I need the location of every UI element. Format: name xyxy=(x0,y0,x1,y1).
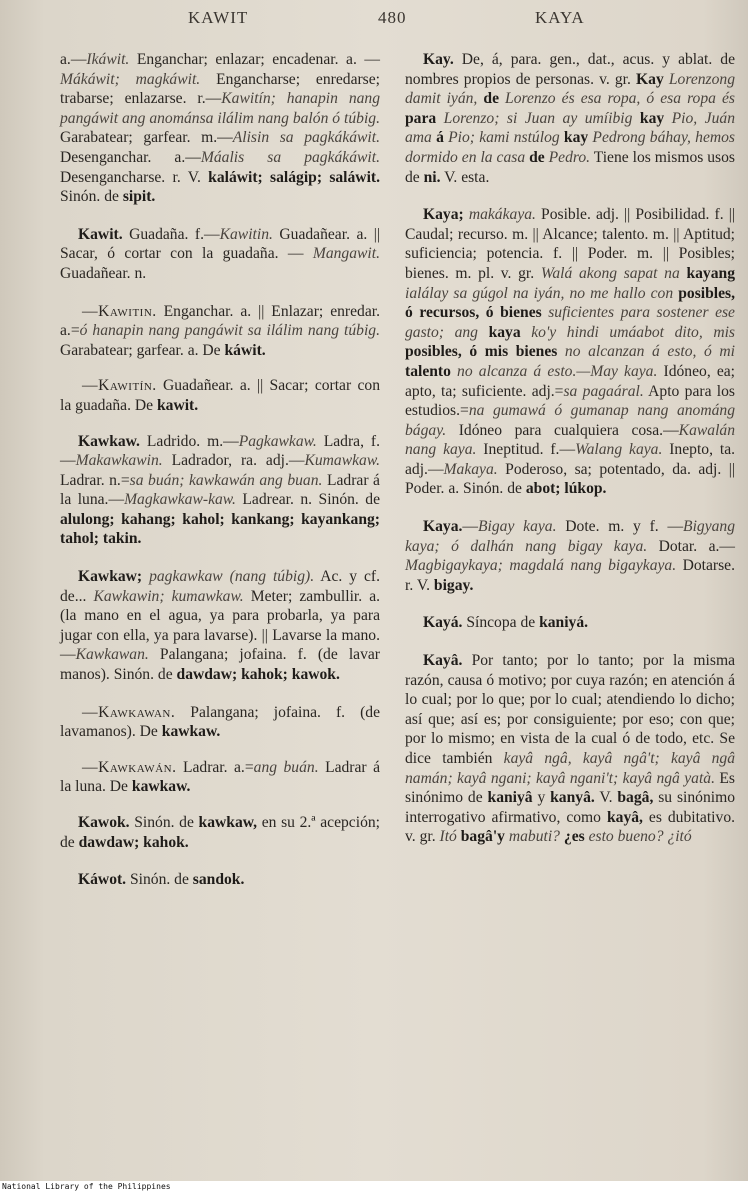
definition-text: Ladrar. a.= xyxy=(176,758,254,776)
headword-text: Kawkaw. xyxy=(78,432,140,450)
headword-text: dawdaw; kahok. xyxy=(78,833,189,851)
definition-text: Palangana; jofaina. f. (de lavar manos). Sinón. de xyxy=(60,646,380,684)
headword-text: kawkaw. xyxy=(131,778,191,796)
definition-text: Sinón. de xyxy=(126,871,193,889)
headword-text: bigay. xyxy=(433,576,474,594)
headword-text: káwit. xyxy=(224,341,266,359)
example-text: suficientes para sostener ese gasto; ang xyxy=(405,304,735,341)
definition-text: Apto para los estudios.= xyxy=(405,382,735,420)
dictionary-entry xyxy=(405,50,735,187)
example-text: Pagkawkaw. xyxy=(238,432,317,450)
definition-text: De, á, para. gen., dat., acus. y ablat. de nombres propios de personas. v. gr. xyxy=(405,51,735,88)
headword-text: sandok. xyxy=(192,871,245,889)
example-text: Itó xyxy=(439,828,457,846)
headword-text: abot; lúkop. xyxy=(525,480,607,498)
page-number: 480 xyxy=(378,8,407,27)
headword-text: Kay xyxy=(636,70,664,88)
headword-text: Káwot. xyxy=(78,871,127,889)
headword-text: kaláwit; salágip; saláwit. xyxy=(208,168,380,186)
definition-text: Dotarse. r. V. xyxy=(405,557,736,594)
definition-text: Ladrear. n. Sinón. de xyxy=(235,491,380,509)
headword-text: posibles, ó mis bienes xyxy=(405,343,558,361)
definition-text: Posible. adj. || Posibilidad. f. || Caudal; recurso. m. || Alcance; talento. m. || Aptitud; suficiencia; potencia. f. || Poder. m. || Posibles; bienes. m. pl. v. gr. xyxy=(405,206,735,282)
dictionary-entry xyxy=(60,432,380,550)
dictionary-entry xyxy=(60,567,380,685)
example-text: Pio; kami nstúlog xyxy=(448,129,560,147)
example-text: Kawitín; hanapin nang pangáwit ang anománsa ilálim nang balón ó túbig. xyxy=(60,90,381,127)
example-text: no alcanzan á esto, ó mi xyxy=(564,343,735,361)
headword-text: kay xyxy=(563,129,589,147)
dictionary-entry xyxy=(60,813,380,852)
sub-entry xyxy=(60,376,380,415)
headword-text: de xyxy=(483,90,499,108)
example-text: Pedro. xyxy=(548,148,591,166)
header-guide-word-right: KAYA xyxy=(535,8,585,27)
definition-text: — xyxy=(462,518,479,536)
definition-text: Tiene los mismos usos de xyxy=(405,148,735,186)
headword-text: Kaya; xyxy=(423,206,464,224)
definition-text: Palangana; jofaina. f. (de lavamanos). De xyxy=(60,703,380,741)
example-text: Lorenzong damit iyán, xyxy=(405,70,735,108)
example-text: Kawitin. xyxy=(219,225,273,243)
example-text: Magbigaykaya; magdalá nang bigaykaya. xyxy=(405,557,677,575)
definition-text: Ladrar. n.= xyxy=(60,471,130,489)
example-text: ó hanapin nang pangáwit sa ilálim nang túbig. xyxy=(79,322,380,340)
example-text: Magkawkaw-kaw. xyxy=(124,491,236,509)
dictionary-entry xyxy=(405,613,735,633)
definition-text: Garabatear; garfear. a. De xyxy=(60,341,225,359)
sub-entry xyxy=(60,302,380,361)
definition-text: Por tanto; por lo tanto; por la misma razón, causa ó motivo; por cuya razón; en atención á lo cual; por lo que; por lo cual; atendiendo lo dicho; así que; así es; por consiguiente; por eso; con que; por lo mismo; en vista de la cual ó de todo, etc. Se dice también xyxy=(405,652,735,767)
headword-text: kayang xyxy=(686,264,735,282)
headword-text: Kawok. xyxy=(78,814,130,831)
definition-text: su sinónimo interrogativo afirmativo, como xyxy=(405,789,735,826)
example-text: Walá akong sapat na xyxy=(540,264,680,282)
example-text: ialálay sa gúgol na iyán, no me hallo con xyxy=(405,284,674,302)
example-text: sa pagaáral. xyxy=(563,382,644,400)
definition-text: —Kawkawan. xyxy=(82,703,176,721)
headword-text: kanyâ. xyxy=(550,789,595,807)
dictionary-entry xyxy=(405,205,735,499)
definition-text: —Kawitin. xyxy=(82,302,157,320)
headword-text: Kayâ. xyxy=(423,652,463,670)
dictionary-entry xyxy=(60,225,380,284)
definition-text: Dotar. a.— xyxy=(647,537,735,555)
definition-text: V. xyxy=(594,789,618,807)
headword-text: á xyxy=(436,129,444,147)
example-text: ko'y hindi umáabot dito, mis xyxy=(531,323,735,341)
definition-text: Guadañear. a. || Sacar; cortar con la guadaña. De xyxy=(60,377,380,414)
definition-text: en su 2.ª acepción; de xyxy=(60,814,380,851)
definition-text: Ac. y cf. de... xyxy=(60,568,380,605)
definition-text: y xyxy=(532,789,551,807)
definition-text: Poderoso, sa; potentado, da. adj. || Poder. a. Sinón. de xyxy=(405,460,735,498)
headword-text: kaya xyxy=(488,323,521,341)
definition-text: Síncopa de xyxy=(462,614,540,632)
headword-text: ni. xyxy=(423,168,441,186)
definition-text: a.— xyxy=(60,51,87,68)
definition-text xyxy=(436,110,443,127)
headword-text: kay xyxy=(639,109,665,127)
definition-text: Engancharse; enredarse; trabarse; enlazarse. r.— xyxy=(60,70,380,108)
definition-text: Idóneo, ea; apto, ta; suficiente. adj.= xyxy=(405,362,736,400)
example-text: kayâ ngâ, kayâ ngâ't; kayâ ngâ namán; kayâ ngani; kayâ ngani't; kayâ ngâ yatà. xyxy=(405,750,736,787)
definition-text: Guadañear. n. xyxy=(60,264,147,282)
example-text: Walang kaya. xyxy=(575,441,663,459)
headword-text: kawit. xyxy=(156,396,199,414)
definition-text: Sinón. de xyxy=(60,188,123,206)
definition-text: Ladra, f.— xyxy=(60,432,380,470)
definition-text: Guadañear. a. || Sacar, ó cortar con la guadaña. — xyxy=(60,225,381,263)
definition-text: —Kawitín. xyxy=(82,377,157,395)
left-column xyxy=(60,50,380,908)
headword-text: Kawit. xyxy=(78,225,123,243)
headword-text: alulong; kahang; kahol; kankang; kayankang; tahol; takin. xyxy=(60,510,380,548)
definition-text xyxy=(664,110,671,127)
definition-text: Meter; zambullir. a. (la mano en el agua, ya para probarla, ya para jugar con ella, ya para lavarse). || Lavarse la mano.— xyxy=(60,587,381,664)
sub-entry xyxy=(60,703,380,742)
definition-text xyxy=(632,110,639,127)
definition-text: Enganchar. a. || Enlazar; enredar. a.= xyxy=(60,302,380,340)
example-text: Makawkawin. xyxy=(75,452,163,470)
definition-text: Ladrido. m.— xyxy=(139,432,239,450)
example-text: esto bueno? ¿itó xyxy=(588,828,692,846)
headword-text: para xyxy=(405,109,437,127)
example-text: sa buán; kawkawán ang buan. xyxy=(129,471,323,489)
definition-text: Ladrador, ra. adj.— xyxy=(162,452,305,470)
headword-text: kaniyâ xyxy=(487,789,533,807)
example-text: pagkawkaw (nang túbig). xyxy=(149,568,315,586)
definition-text: es dubitativo. v. gr. xyxy=(405,808,736,846)
dictionary-entry xyxy=(405,651,735,847)
right-column xyxy=(405,50,735,865)
definition-text: Idóneo para cualquiera cosa.— xyxy=(446,421,679,439)
dictionary-entry xyxy=(405,517,735,595)
example-text: Kumawkaw. xyxy=(304,452,380,470)
headword-text: kawkaw, xyxy=(198,814,258,831)
headword-text: kayâ, xyxy=(606,808,643,826)
definition-text: Dote. m. y f. — xyxy=(556,518,684,536)
example-text: Lorenzo és esa ropa, ó esa ropa és xyxy=(505,90,735,108)
definition-text: —Kawkawán. xyxy=(82,758,177,776)
example-text: Mangawit. xyxy=(312,245,380,263)
definition-text xyxy=(557,343,565,360)
footer-credit: National Library of the Philippines xyxy=(0,1181,748,1193)
example-text: mabuti? xyxy=(508,828,560,846)
definition-text: Ineptitud. f.— xyxy=(476,441,576,459)
example-text: Bigyang kaya; ó dalhán nang bigay kaya. xyxy=(405,518,736,555)
definition-text: Es sinónimo de xyxy=(405,769,735,807)
definition-text: Garabatear; garfear. m.— xyxy=(60,129,233,147)
example-text: na gumawá ó gumanap nang anománg bágay. xyxy=(405,402,735,439)
example-text: makákaya. xyxy=(468,206,536,224)
example-text: Lorenzo; si Juan ay umíibig xyxy=(443,109,633,127)
headword-text: sipit. xyxy=(122,188,156,206)
definition-text: Desenganchar. a.— xyxy=(60,148,201,166)
headword-text: talento xyxy=(405,362,451,380)
definition-text: Desengancharse. r. V. xyxy=(60,168,209,186)
example-text: Mákáwit; magkáwit. xyxy=(60,70,201,88)
headword-text: ¿es xyxy=(563,828,585,846)
headword-text: kawkaw. xyxy=(161,723,221,741)
headword-text: posibles, ó recursos, ó bienes xyxy=(405,284,735,322)
headword-text: Kayá. xyxy=(423,614,463,632)
dictionary-entry xyxy=(60,870,380,890)
headword-text: Kay. xyxy=(423,51,454,68)
definition-text: Sinón. de xyxy=(129,814,199,831)
headword-text: de xyxy=(529,148,545,166)
example-text: Pedrong báhay, hemos dormido en la casa xyxy=(405,129,735,166)
example-text: ang buán. xyxy=(253,758,319,776)
definition-text: Guadaña. f.— xyxy=(122,225,220,243)
example-text: no alcanza á esto.—May kaya. xyxy=(457,362,658,380)
headword-text: Kawkaw; xyxy=(78,568,143,586)
definition-text: Enganchar; enlazar; encadenar. a. — xyxy=(129,51,380,68)
definition-text xyxy=(521,324,532,341)
example-text: Ikáwit. xyxy=(86,51,130,68)
example-text: Makaya. xyxy=(443,460,498,478)
headword-text: bagâ, xyxy=(617,789,654,807)
definition-text: Inepto, ta. adj.— xyxy=(405,441,736,478)
example-text: Kawkawin; kumawkaw. xyxy=(93,587,244,605)
example-text: Kawkawan. xyxy=(75,646,149,664)
headword-text: kaniyá. xyxy=(539,614,589,632)
definition-text: Ladrar á la luna. De xyxy=(60,758,381,796)
headword-text: bagâ'y xyxy=(460,828,505,846)
headword-text: dawdaw; kahok; kawok. xyxy=(176,666,340,684)
headword-text: Kaya. xyxy=(423,518,463,536)
header-guide-word-left: KAWIT xyxy=(188,8,249,27)
definition-text xyxy=(478,324,489,341)
sub-entry xyxy=(60,758,380,797)
example-text: Alisin sa pagkákáwit. xyxy=(232,129,380,147)
definition-text: Ladrar á la luna.— xyxy=(60,471,380,509)
page-header xyxy=(0,8,748,30)
dictionary-entry xyxy=(60,50,380,207)
example-text: Kawalán nang kaya. xyxy=(405,421,735,459)
example-text: Bigay kaya. xyxy=(478,518,557,536)
definition-text: V. esta. xyxy=(440,168,490,186)
example-text: Máalis sa pagkákáwit. xyxy=(200,148,380,166)
example-text: Pio, Juán ama xyxy=(405,109,735,147)
